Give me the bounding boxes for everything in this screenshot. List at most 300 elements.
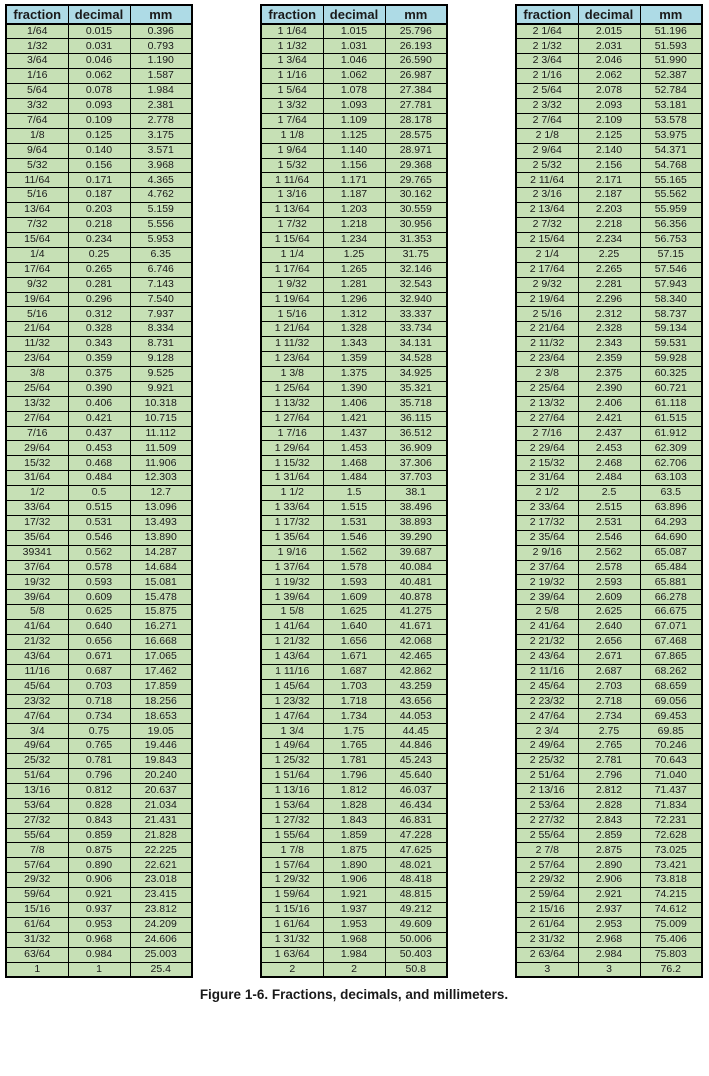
cell-mm: 39.687 (385, 545, 447, 560)
cell-decimal: 1.796 (323, 769, 385, 784)
cell-decimal: 0.218 (68, 218, 130, 233)
cell-decimal: 2.75 (578, 724, 640, 739)
table-row (6, 635, 192, 650)
cell-decimal: 0.093 (68, 98, 130, 113)
cell-decimal: 1.234 (323, 232, 385, 247)
table-row (6, 98, 192, 113)
cell-fraction: 39341 (6, 545, 68, 560)
cell-mm: 65.484 (640, 560, 702, 575)
table-row (6, 366, 192, 381)
cell-fraction: 1 29/64 (261, 441, 323, 456)
cell-mm: 56.356 (640, 218, 702, 233)
cell-mm: 11.112 (130, 426, 192, 441)
cell-fraction: 1 41/64 (261, 620, 323, 635)
table-row (516, 873, 702, 888)
column-header-fraction: fraction (6, 5, 68, 24)
cell-fraction: 2 23/64 (516, 352, 578, 367)
cell-decimal: 0.468 (68, 456, 130, 471)
cell-mm: 35.321 (385, 381, 447, 396)
cell-decimal: 1.984 (323, 947, 385, 962)
cell-mm: 23.415 (130, 888, 192, 903)
cell-fraction: 1 19/64 (261, 292, 323, 307)
cell-mm: 66.278 (640, 590, 702, 605)
table-row (261, 113, 447, 128)
cell-decimal: 2.468 (578, 456, 640, 471)
cell-fraction: 5/64 (6, 84, 68, 99)
cell-mm: 58.737 (640, 307, 702, 322)
cell-mm: 2.381 (130, 98, 192, 113)
cell-mm: 55.562 (640, 188, 702, 203)
cell-fraction: 2 15/64 (516, 232, 578, 247)
cell-fraction: 2 3/32 (516, 98, 578, 113)
cell-mm: 42.862 (385, 664, 447, 679)
cell-decimal: 0.531 (68, 515, 130, 530)
cell-fraction: 2 43/64 (516, 649, 578, 664)
cell-mm: 54.768 (640, 158, 702, 173)
cell-mm: 71.437 (640, 783, 702, 798)
cell-fraction: 2 1/64 (516, 24, 578, 39)
cell-mm: 41.671 (385, 620, 447, 635)
cell-decimal: 2 (323, 962, 385, 977)
cell-decimal: 1.953 (323, 917, 385, 932)
cell-decimal: 2.546 (578, 530, 640, 545)
table-row (261, 903, 447, 918)
cell-fraction: 1 31/64 (261, 471, 323, 486)
cell-fraction: 1 37/64 (261, 560, 323, 575)
table-row (6, 54, 192, 69)
table-row (6, 530, 192, 545)
table-row (6, 188, 192, 203)
table-row (261, 575, 447, 590)
cell-decimal: 0.171 (68, 173, 130, 188)
cell-decimal: 2.296 (578, 292, 640, 307)
cell-decimal: 2.531 (578, 515, 640, 530)
cell-mm: 6.746 (130, 262, 192, 277)
cell-mm: 50.006 (385, 932, 447, 947)
cell-mm: 7.143 (130, 277, 192, 292)
cell-fraction: 2 59/64 (516, 888, 578, 903)
cell-fraction: 23/64 (6, 352, 68, 367)
cell-mm: 14.287 (130, 545, 192, 560)
cell-fraction: 1 21/64 (261, 322, 323, 337)
cell-mm: 65.087 (640, 545, 702, 560)
cell-fraction: 1 59/64 (261, 888, 323, 903)
cell-fraction: 1 27/64 (261, 411, 323, 426)
cell-mm: 38.496 (385, 501, 447, 516)
cell-fraction: 2 7/32 (516, 218, 578, 233)
table-row (261, 203, 447, 218)
cell-fraction: 7/8 (6, 843, 68, 858)
cell-decimal: 1.171 (323, 173, 385, 188)
cell-mm: 51.593 (640, 39, 702, 54)
cell-mm: 1.587 (130, 69, 192, 84)
cell-fraction: 1 27/32 (261, 813, 323, 828)
cell-fraction: 5/8 (6, 605, 68, 620)
table-row (261, 322, 447, 337)
cell-fraction: 1 5/32 (261, 158, 323, 173)
cell-mm: 17.065 (130, 649, 192, 664)
cell-decimal: 0.890 (68, 858, 130, 873)
table-row (6, 605, 192, 620)
cell-decimal: 2.390 (578, 381, 640, 396)
cell-fraction: 1 51/64 (261, 769, 323, 784)
cell-decimal: 0.046 (68, 54, 130, 69)
cell-fraction: 51/64 (6, 769, 68, 784)
table-row (516, 54, 702, 69)
cell-decimal: 2.171 (578, 173, 640, 188)
cell-decimal: 0.187 (68, 188, 130, 203)
table-row (6, 843, 192, 858)
cell-decimal: 1.656 (323, 635, 385, 650)
cell-fraction: 49/64 (6, 739, 68, 754)
cell-mm: 61.118 (640, 396, 702, 411)
table-row (261, 843, 447, 858)
cell-decimal: 2.796 (578, 769, 640, 784)
cell-mm: 4.365 (130, 173, 192, 188)
cell-decimal: 2.593 (578, 575, 640, 590)
cell-mm: 47.228 (385, 828, 447, 843)
table-row (516, 113, 702, 128)
cell-mm: 3.571 (130, 143, 192, 158)
table-row (516, 307, 702, 322)
cell-mm: 69.85 (640, 724, 702, 739)
cell-fraction: 15/16 (6, 903, 68, 918)
cell-decimal: 1.437 (323, 426, 385, 441)
cell-mm: 71.040 (640, 769, 702, 784)
cell-decimal: 2.156 (578, 158, 640, 173)
cell-decimal: 2.703 (578, 679, 640, 694)
cell-fraction: 63/64 (6, 947, 68, 962)
table-row (6, 471, 192, 486)
table-row (6, 247, 192, 262)
table-row (6, 456, 192, 471)
table-row (6, 203, 192, 218)
cell-mm: 68.659 (640, 679, 702, 694)
cell-fraction: 2 51/64 (516, 769, 578, 784)
cell-decimal: 0.015 (68, 24, 130, 39)
table-row (516, 962, 702, 977)
cell-decimal: 2.234 (578, 232, 640, 247)
cell-decimal: 0.546 (68, 530, 130, 545)
cell-decimal: 1.781 (323, 754, 385, 769)
table-row (516, 277, 702, 292)
cell-fraction: 1/16 (6, 69, 68, 84)
cell-decimal: 2.140 (578, 143, 640, 158)
cell-fraction: 1 7/32 (261, 218, 323, 233)
cell-decimal: 2.281 (578, 277, 640, 292)
cell-decimal: 1.828 (323, 798, 385, 813)
cell-fraction: 2 (261, 962, 323, 977)
cell-fraction: 2 11/32 (516, 337, 578, 352)
cell-mm: 12.7 (130, 486, 192, 501)
table-row (516, 322, 702, 337)
cell-decimal: 1.765 (323, 739, 385, 754)
table-row (6, 232, 192, 247)
table-row (6, 754, 192, 769)
cell-mm: 67.865 (640, 649, 702, 664)
table-row (261, 426, 447, 441)
conversion-table-inches-0-1 (5, 4, 193, 978)
table-row (261, 620, 447, 635)
cell-fraction: 25/64 (6, 381, 68, 396)
cell-mm: 62.706 (640, 456, 702, 471)
table-row (516, 947, 702, 962)
table-row (516, 709, 702, 724)
cell-mm: 40.878 (385, 590, 447, 605)
cell-fraction: 55/64 (6, 828, 68, 843)
cell-decimal: 2.656 (578, 635, 640, 650)
cell-mm: 5.556 (130, 218, 192, 233)
table-row (6, 903, 192, 918)
conversion-tables (5, 4, 703, 978)
cell-mm: 0.396 (130, 24, 192, 39)
cell-fraction: 13/16 (6, 783, 68, 798)
cell-decimal: 2.625 (578, 605, 640, 620)
cell-mm: 41.275 (385, 605, 447, 620)
cell-fraction: 9/64 (6, 143, 68, 158)
cell-decimal: 0.921 (68, 888, 130, 903)
table-row (516, 39, 702, 54)
cell-decimal: 0.484 (68, 471, 130, 486)
cell-fraction: 11/32 (6, 337, 68, 352)
cell-fraction: 2 25/64 (516, 381, 578, 396)
cell-decimal: 0.390 (68, 381, 130, 396)
cell-mm: 32.543 (385, 277, 447, 292)
cell-fraction: 1 5/8 (261, 605, 323, 620)
cell-decimal: 0.828 (68, 798, 130, 813)
cell-fraction: 3 (516, 962, 578, 977)
cell-mm: 34.925 (385, 366, 447, 381)
cell-decimal: 1.453 (323, 441, 385, 456)
cell-decimal: 1.968 (323, 932, 385, 947)
table-row (6, 486, 192, 501)
table-row (516, 203, 702, 218)
cell-mm: 7.937 (130, 307, 192, 322)
cell-fraction: 1 43/64 (261, 649, 323, 664)
table-row (516, 858, 702, 873)
cell-mm: 20.637 (130, 783, 192, 798)
cell-mm: 33.337 (385, 307, 447, 322)
column-header-decimal: decimal (578, 5, 640, 24)
cell-mm: 59.134 (640, 322, 702, 337)
column-header-mm: mm (130, 5, 192, 24)
cell-fraction: 1 3/32 (261, 98, 323, 113)
cell-mm: 74.612 (640, 903, 702, 918)
cell-fraction: 1 13/32 (261, 396, 323, 411)
cell-fraction: 21/32 (6, 635, 68, 650)
cell-fraction: 17/32 (6, 515, 68, 530)
table-row (6, 694, 192, 709)
table-row (516, 247, 702, 262)
table-row (6, 664, 192, 679)
cell-fraction: 1 29/32 (261, 873, 323, 888)
table-row (261, 873, 447, 888)
table-row (516, 679, 702, 694)
cell-mm: 50.403 (385, 947, 447, 962)
cell-fraction: 1 55/64 (261, 828, 323, 843)
cell-decimal: 1.375 (323, 366, 385, 381)
table-row (6, 798, 192, 813)
cell-mm: 44.45 (385, 724, 447, 739)
cell-fraction: 3/8 (6, 366, 68, 381)
cell-mm: 21.034 (130, 798, 192, 813)
cell-fraction: 13/32 (6, 396, 68, 411)
cell-decimal: 1.75 (323, 724, 385, 739)
cell-mm: 75.803 (640, 947, 702, 962)
cell-decimal: 0.578 (68, 560, 130, 575)
cell-decimal: 0.562 (68, 545, 130, 560)
cell-decimal: 0.640 (68, 620, 130, 635)
cell-mm: 33.734 (385, 322, 447, 337)
table-row (261, 545, 447, 560)
cell-decimal: 2.187 (578, 188, 640, 203)
cell-mm: 69.056 (640, 694, 702, 709)
cell-mm: 3.968 (130, 158, 192, 173)
cell-decimal: 2.781 (578, 754, 640, 769)
cell-decimal: 2.671 (578, 649, 640, 664)
cell-decimal: 0.359 (68, 352, 130, 367)
cell-decimal: 0.718 (68, 694, 130, 709)
table-row (261, 649, 447, 664)
cell-decimal: 1.140 (323, 143, 385, 158)
cell-mm: 36.909 (385, 441, 447, 456)
cell-decimal: 0.796 (68, 769, 130, 784)
cell-fraction: 2 57/64 (516, 858, 578, 873)
cell-decimal: 2.218 (578, 218, 640, 233)
cell-decimal: 1.406 (323, 396, 385, 411)
cell-mm: 70.246 (640, 739, 702, 754)
cell-mm: 2.778 (130, 113, 192, 128)
cell-mm: 72.628 (640, 828, 702, 843)
cell-mm: 38.1 (385, 486, 447, 501)
cell-fraction: 2 19/32 (516, 575, 578, 590)
table-row (261, 39, 447, 54)
cell-fraction: 2 9/16 (516, 545, 578, 560)
cell-mm: 75.406 (640, 932, 702, 947)
table-row (516, 381, 702, 396)
table-row (6, 545, 192, 560)
cell-decimal: 1.125 (323, 128, 385, 143)
cell-decimal: 0.984 (68, 947, 130, 962)
cell-fraction: 17/64 (6, 262, 68, 277)
table-row (516, 917, 702, 932)
cell-fraction: 1 3/64 (261, 54, 323, 69)
table-row (516, 441, 702, 456)
cell-mm: 26.987 (385, 69, 447, 84)
cell-mm: 73.025 (640, 843, 702, 858)
cell-mm: 42.068 (385, 635, 447, 650)
cell-fraction: 1/32 (6, 39, 68, 54)
cell-decimal: 1.578 (323, 560, 385, 575)
table-row (6, 724, 192, 739)
cell-mm: 17.859 (130, 679, 192, 694)
cell-mm: 22.225 (130, 843, 192, 858)
cell-mm: 19.05 (130, 724, 192, 739)
cell-fraction: 1 5/64 (261, 84, 323, 99)
cell-fraction: 11/16 (6, 664, 68, 679)
cell-mm: 64.690 (640, 530, 702, 545)
cell-mm: 47.625 (385, 843, 447, 858)
cell-fraction: 1 3/4 (261, 724, 323, 739)
table-row (516, 813, 702, 828)
cell-decimal: 1.593 (323, 575, 385, 590)
cell-mm: 25.796 (385, 24, 447, 39)
cell-fraction: 2 39/64 (516, 590, 578, 605)
cell-fraction: 2 37/64 (516, 560, 578, 575)
table-row (261, 307, 447, 322)
cell-mm: 30.559 (385, 203, 447, 218)
cell-decimal: 2.921 (578, 888, 640, 903)
cell-decimal: 2.765 (578, 739, 640, 754)
table-row (516, 903, 702, 918)
cell-mm: 31.75 (385, 247, 447, 262)
cell-decimal: 0.234 (68, 232, 130, 247)
cell-fraction: 39/64 (6, 590, 68, 605)
cell-mm: 36.115 (385, 411, 447, 426)
cell-decimal: 2.328 (578, 322, 640, 337)
cell-fraction: 1/2 (6, 486, 68, 501)
cell-decimal: 1.390 (323, 381, 385, 396)
table-row (516, 635, 702, 650)
table-row (261, 173, 447, 188)
cell-mm: 43.259 (385, 679, 447, 694)
cell-fraction: 19/32 (6, 575, 68, 590)
table-row (516, 426, 702, 441)
cell-decimal: 2.359 (578, 352, 640, 367)
cell-fraction: 2 31/32 (516, 932, 578, 947)
cell-fraction: 11/64 (6, 173, 68, 188)
cell-mm: 9.921 (130, 381, 192, 396)
cell-decimal: 1.359 (323, 352, 385, 367)
cell-decimal: 1.625 (323, 605, 385, 620)
cell-mm: 46.831 (385, 813, 447, 828)
conversion-table-inches-1-2 (260, 4, 448, 978)
cell-mm: 48.815 (385, 888, 447, 903)
cell-fraction: 2 29/64 (516, 441, 578, 456)
cell-mm: 23.812 (130, 903, 192, 918)
cell-fraction: 2 1/2 (516, 486, 578, 501)
cell-decimal: 0.859 (68, 828, 130, 843)
cell-decimal: 2.093 (578, 98, 640, 113)
cell-decimal: 3 (578, 962, 640, 977)
cell-mm: 30.956 (385, 218, 447, 233)
table-row (6, 783, 192, 798)
table-row (516, 486, 702, 501)
cell-fraction: 1 1/16 (261, 69, 323, 84)
cell-fraction: 27/32 (6, 813, 68, 828)
cell-decimal: 1.812 (323, 783, 385, 798)
table-row (6, 426, 192, 441)
cell-mm: 54.371 (640, 143, 702, 158)
cell-mm: 5.159 (130, 203, 192, 218)
cell-fraction: 1 9/16 (261, 545, 323, 560)
cell-mm: 12.303 (130, 471, 192, 486)
table-row (516, 545, 702, 560)
cell-decimal: 0.453 (68, 441, 130, 456)
table-row (261, 798, 447, 813)
cell-mm: 43.656 (385, 694, 447, 709)
cell-mm: 34.131 (385, 337, 447, 352)
table-row (261, 262, 447, 277)
cell-decimal: 0.734 (68, 709, 130, 724)
cell-mm: 16.271 (130, 620, 192, 635)
cell-fraction: 2 45/64 (516, 679, 578, 694)
cell-fraction: 2 3/8 (516, 366, 578, 381)
cell-mm: 21.431 (130, 813, 192, 828)
cell-mm: 9.128 (130, 352, 192, 367)
table-row (516, 798, 702, 813)
table-row (6, 396, 192, 411)
